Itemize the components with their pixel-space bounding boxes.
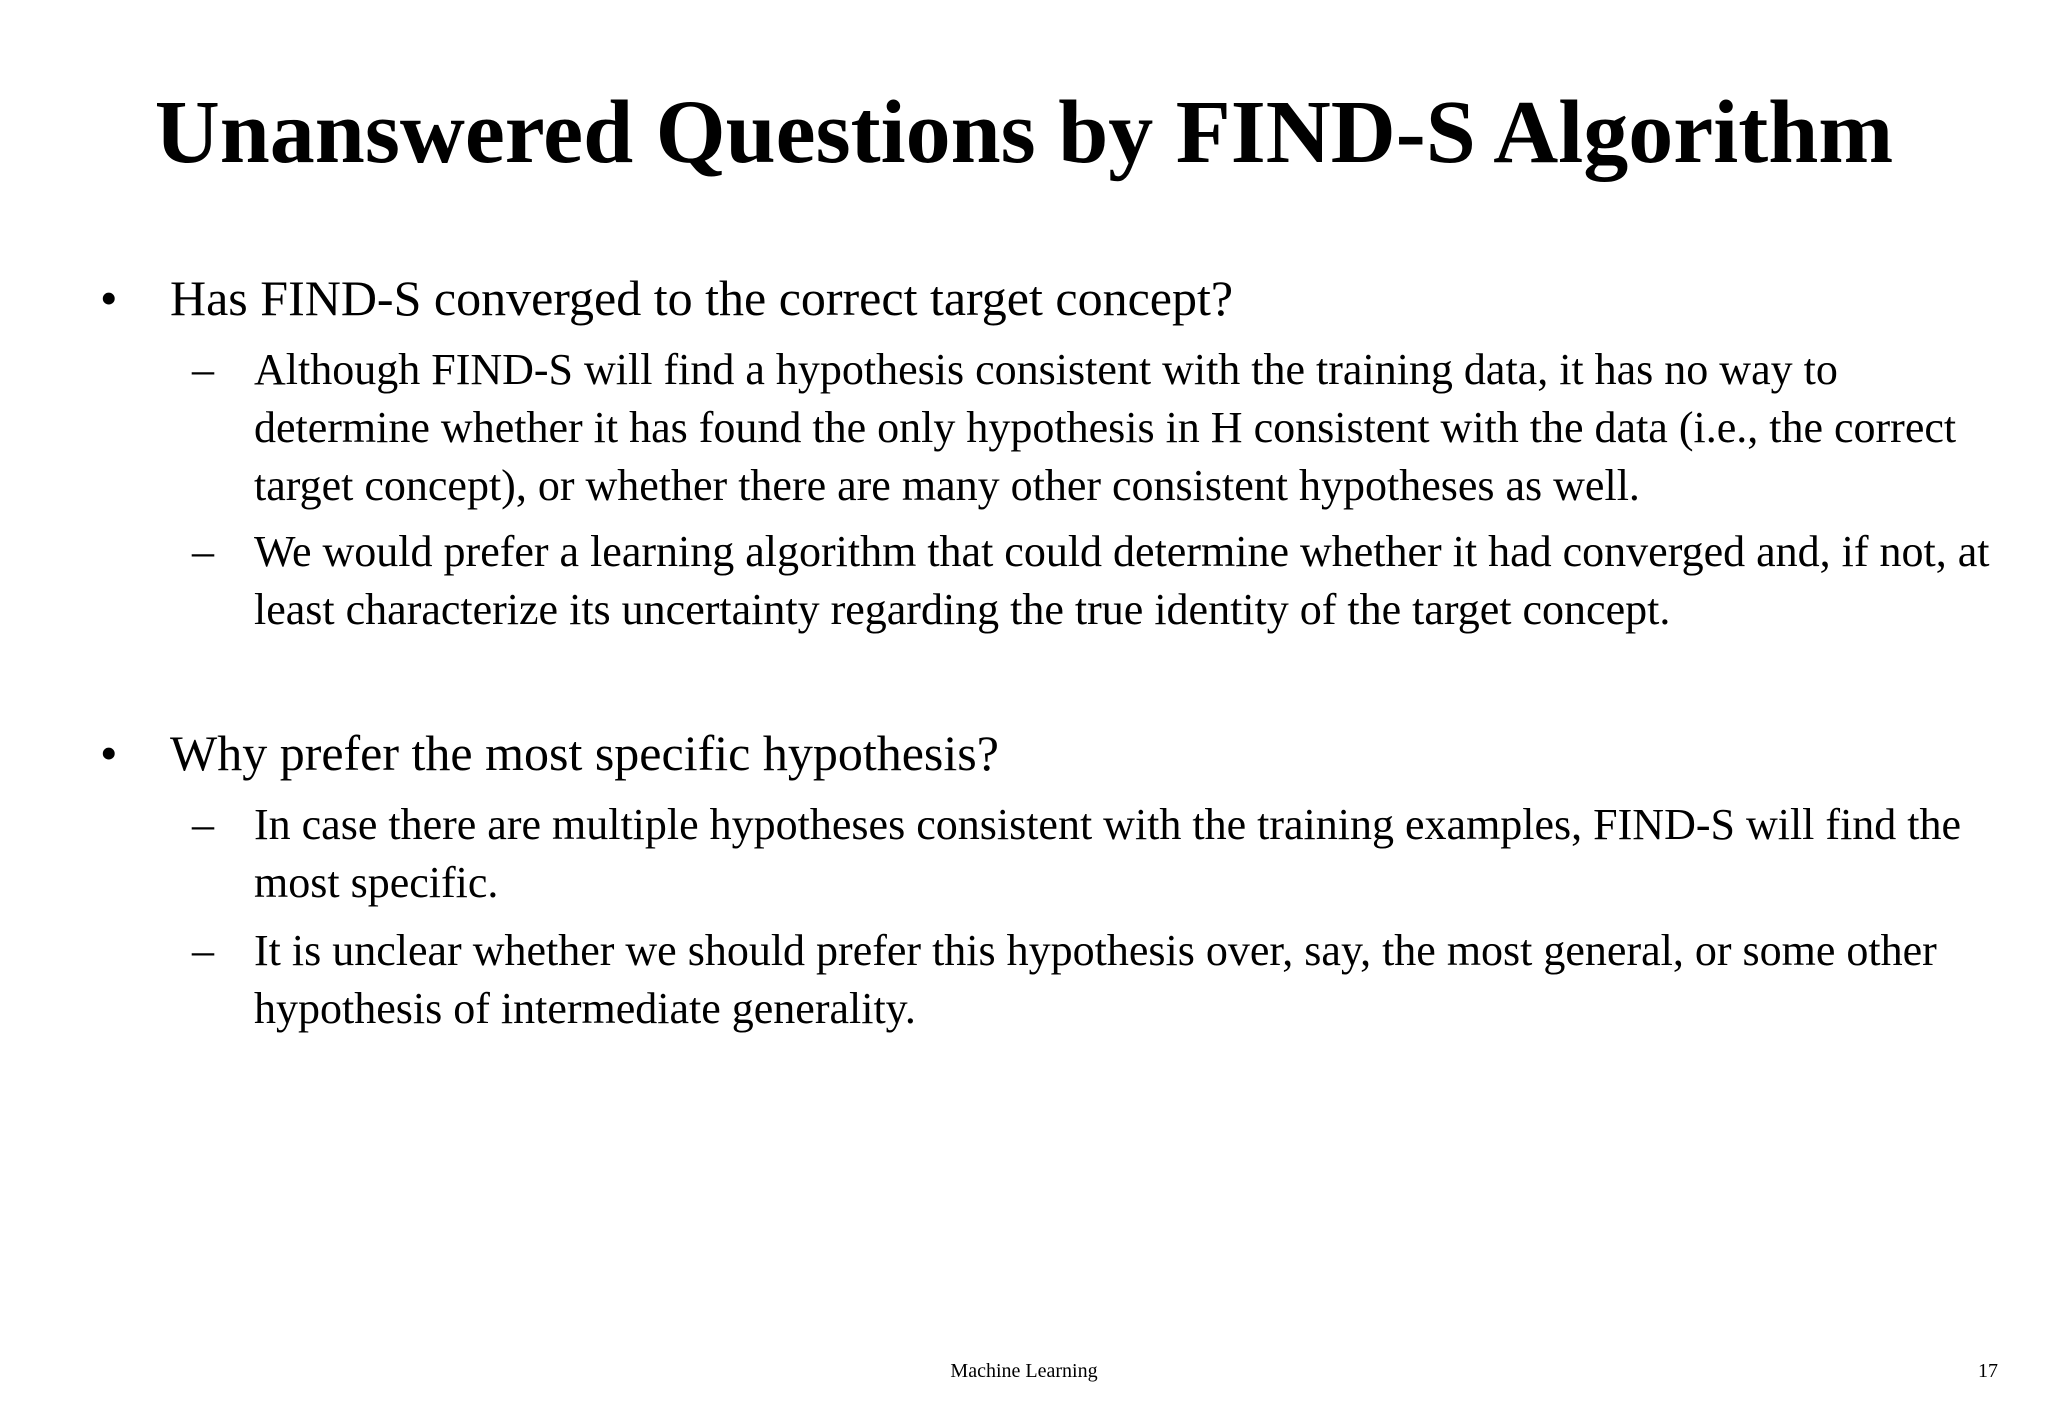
sub-bullet-text: Although FIND-S will find a hypothesis consistent with the training data, it has no way to determine whether it has found the only hypothesis in H consistent with the data (i.e., the correct target concept), or whether there are many other consistent hypotheses as well. <box>254 345 1957 510</box>
sub-bullet-text: It is unclear whether we should prefer this hypothesis over, say, the most general, or some other hypothesis of intermediate generality. <box>254 926 1937 1033</box>
bullet-text: Why prefer the most specific hypothesis? <box>170 725 999 781</box>
sub-bullet-marker: – <box>192 800 214 849</box>
bullet-marker: • <box>100 270 118 326</box>
sub-bullet-text: In case there are multiple hypotheses consistent with the training examples, FIND-S will find the most specific. <box>254 800 1962 907</box>
sub-bullet-text: We would prefer a learning algorithm that could determine whether it had converged and, if not, at least characterize its uncertainty regarding the true identity of the target concept. <box>254 527 1990 634</box>
bullet-text: Has FIND-S converged to the correct target concept? <box>170 270 1234 326</box>
sub-bullet-marker: – <box>192 345 214 394</box>
sub-bullet-marker: – <box>192 926 214 975</box>
bullet-marker: • <box>100 725 118 781</box>
sub-bullet-marker: – <box>192 527 214 576</box>
page-number: 17 <box>1978 1360 1998 1382</box>
slide-title: Unanswered Questions by FIND-S Algorithm <box>154 83 1894 182</box>
footer-course-title: Machine Learning <box>950 1360 1098 1382</box>
